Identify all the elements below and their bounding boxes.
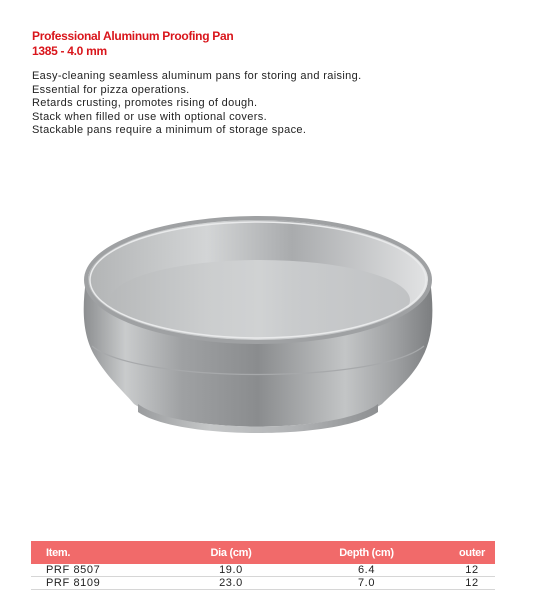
description-line: Retards crusting, promotes rising of dough.	[32, 97, 258, 110]
table-header-row	[31, 541, 495, 564]
cell-item: PRF 8507	[46, 564, 101, 576]
description-line: Stackable pans require a minimum of storage space.	[32, 124, 307, 137]
cell-outer: 12	[465, 564, 479, 576]
product-image	[78, 208, 438, 440]
header-outer: outer	[449, 541, 495, 564]
cell-dia: 23.0	[219, 577, 243, 589]
header-depth: Depth (cm)	[284, 541, 449, 564]
product-title-block	[32, 29, 233, 59]
description-line: Stack when filled or use with optional covers.	[32, 110, 267, 123]
product-model: 1385 - 4.0 mm	[32, 44, 107, 58]
description-line: Essential for pizza operations.	[32, 83, 190, 96]
header-item: Item.	[31, 541, 178, 564]
product-title: Professional Aluminum Proofing Pan	[32, 29, 234, 43]
table-row	[31, 564, 495, 577]
description-line: Easy-cleaning seamless aluminum pans for storing and raising.	[32, 70, 362, 82]
header-dia: Dia (cm)	[178, 541, 284, 564]
cell-outer: 12	[465, 577, 479, 589]
cell-item: PRF 8109	[46, 577, 101, 589]
cell-depth: 6.4	[357, 564, 376, 576]
table-row	[31, 577, 495, 590]
spec-table	[31, 541, 495, 590]
product-description	[32, 70, 362, 138]
cell-dia: 19.0	[219, 564, 243, 576]
cell-depth: 7.0	[357, 577, 376, 589]
